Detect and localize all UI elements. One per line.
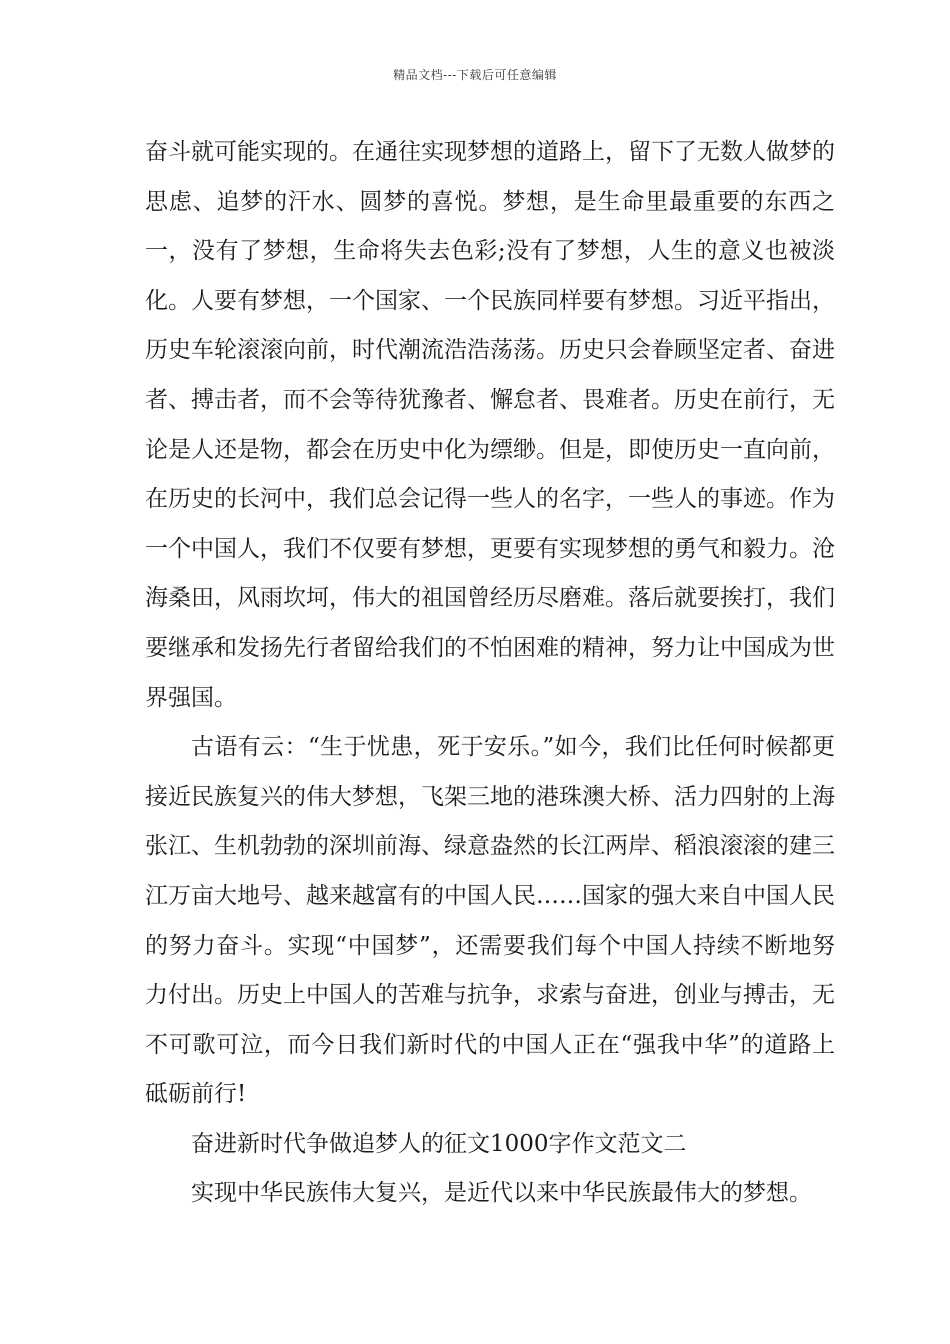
- paragraph: 古语有云：“生于忧患，死于安乐。”如今，我们比任何时候都更接近民族复兴的伟大梦想，飞架三地的港珠澳大桥、活力四射的上海张江、生机勃勃的深圳前海、绿意盎然的长江两岸、稻浪滚滚的建三江万亩大地号、越来越富有的中国人民……国家的强大来自中国人民的努力奋斗。实现“中国梦”，还需要我们每个中国人持续不断地努力付出。历史上中国人的苦难与抗争，求索与奋进，创业与搏击，无不可歌可泣，而今日我们新时代的中国人正在“强我中华”的道路上砥砺前行!: [145, 734, 835, 1108]
- page-header: 精品文档---下载后可任意编辑: [393, 68, 557, 82]
- document-body: [145, 128, 835, 1219]
- paragraph: 实现中华民族伟大复兴，是近代以来中华民族最伟大的梦想。: [191, 1180, 812, 1207]
- section-title: 奋进新时代争做追梦人的征文1000字作文范文二: [191, 1130, 687, 1157]
- paragraph: 奋斗就可能实现的。在通往实现梦想的道路上，留下了无数人做梦的思虑、追梦的汗水、圆梦的喜悦。梦想，是生命里最重要的东西之一，没有了梦想，生命将失去色彩;没有了梦想，人生的意义也被淡化。人要有梦想，一个国家、一个民族同样要有梦想。习近平指出，历史车轮滚滚向前，时代潮流浩浩荡荡。历史只会眷顾坚定者、奋进者、搏击者，而不会等待犹豫者、懈怠者、畏难者。历史在前行，无论是人还是物，都会在历史中化为缥缈。但是，即使历史一直向前，在历史的长河中，我们总会记得一些人的名字，一些人的事迹。作为一个中国人，我们不仅要有梦想，更要有实现梦想的勇气和毅力。沧海桑田，风雨坎坷，伟大的祖国曾经历尽磨难。落后就要挨打，我们要继承和发扬先行者留给我们的不怕困难的精神，努力让中国成为世界强国。: [145, 139, 835, 711]
